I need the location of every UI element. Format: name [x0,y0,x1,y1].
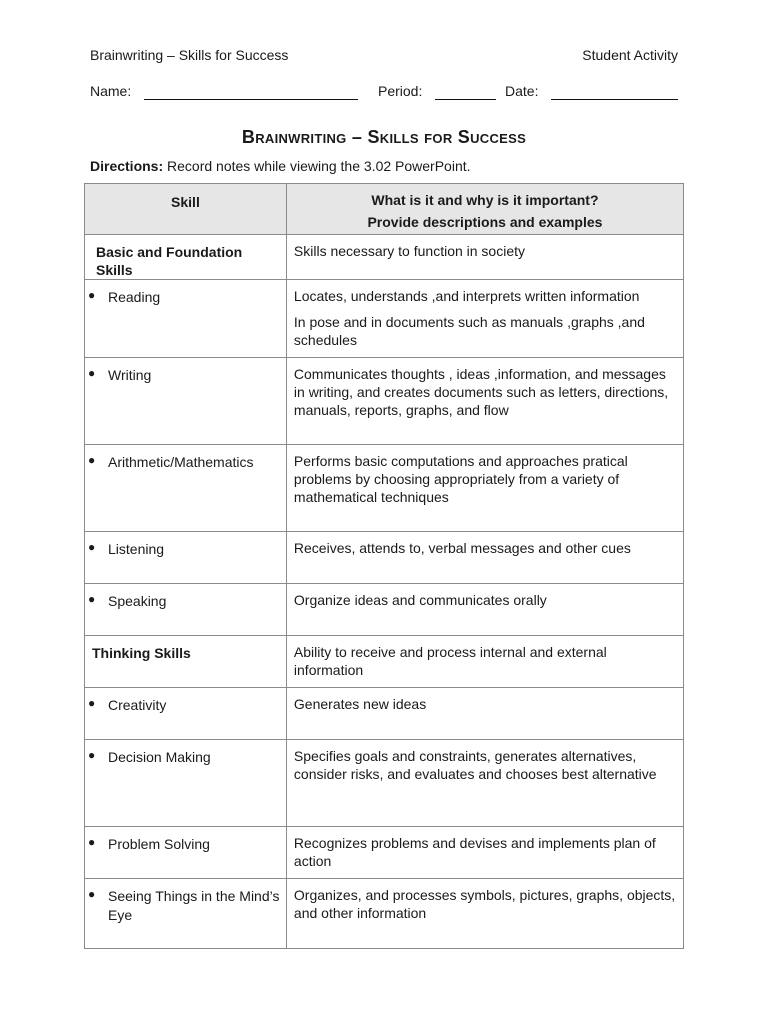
description-text: Organize ideas and communicates orally [293,592,547,608]
date-field[interactable] [551,83,678,100]
description-cell[interactable] [286,235,683,280]
table-row [85,688,684,740]
skill-cell [85,280,287,358]
table-row [85,532,684,584]
skill-label: Creativity [108,697,167,713]
skill-cell [85,827,287,879]
skill-label: Writing [108,367,152,383]
description-text: Skills necessary to function in society [293,243,526,259]
name-field[interactable] [144,83,358,100]
table-row [85,636,684,688]
description-text: Organizes, and processes symbols, pictures, graphs, objects, and other information [293,887,676,921]
page-title: Brainwriting – Skills for Success [241,127,527,147]
description-cell[interactable] [286,636,683,688]
header-desc-line1: What is it and why is it important? [371,192,599,208]
description-text: Recognizes problems and devises and implements plan of action [293,835,656,869]
bullet-icon: ● [88,366,96,380]
description-cell[interactable] [286,879,683,949]
description-text: Generates new ideas [293,696,427,712]
skill-cell [85,879,287,949]
skill-label: Problem Solving [108,836,210,852]
description-cell[interactable] [286,358,683,445]
skill-label: Reading [108,289,161,305]
skill-label: Listening [108,541,165,557]
description-cell[interactable] [286,827,683,879]
directions-label: Directions: [90,158,164,174]
description-cell[interactable] [286,532,683,584]
description-cell[interactable] [286,445,683,532]
description-cell[interactable] [286,740,683,827]
bullet-icon: ● [88,288,96,302]
bullet-icon: ● [88,540,96,554]
skills-table [84,183,684,949]
bullet-icon: ● [88,696,96,710]
bullet-icon: ● [88,835,96,849]
category-label: Basic and Foundation Skills [96,244,243,278]
table-row [85,740,684,827]
header-skill: Skill [85,184,287,235]
name-label: Name: [90,83,132,99]
description-text: Receives, attends to, verbal messages and other cues [293,540,631,556]
description-text: Performs basic computations and approaches pratical problems by choosing appropriately from a variety of mathematical techniques [293,453,628,505]
period-label: Period: [378,83,423,99]
bullet-icon: ● [88,887,96,901]
description-cell[interactable] [286,688,683,740]
category-label: Thinking Skills [92,645,191,661]
skill-cell [85,445,287,532]
bullet-icon: ● [88,592,96,606]
table-header-row [85,184,684,235]
header-right: Student Activity [582,47,678,63]
skill-cell [85,688,287,740]
table-row [85,879,684,949]
bullet-icon: ● [88,748,96,762]
description-text: Ability to receive and process internal and external information [293,644,607,678]
period-field[interactable] [435,83,496,100]
description-text-2: In pose and in documents such as manuals ,graphs ,and schedules [293,314,645,348]
skill-cell [85,235,287,280]
description-text: Locates, understands ,and interprets written information [293,288,640,304]
description-text: Specifies goals and constraints, generates alternatives, consider risks, and evaluates and chooses best alternative [293,748,657,782]
description-cell[interactable] [286,280,683,358]
table-row [85,827,684,879]
header-left: Brainwriting – Skills for Success [90,47,289,63]
description-text: Communicates thoughts , ideas ,information, and messages in writing, and creates documents such as letters, directions, manuals, reports, graphs, and flow [293,366,669,418]
table-row [85,445,684,532]
skill-label: Seeing Things in the Mind’s Eye [108,888,280,923]
date-label: Date: [505,83,539,99]
header-desc-line2: Provide descriptions and examples [367,214,603,230]
skill-cell [85,740,287,827]
table-row [85,280,684,358]
header-description [286,184,683,235]
skill-label: Arithmetic/Mathematics [108,454,254,470]
student-info-row [90,83,678,103]
skill-cell [85,532,287,584]
table-row [85,358,684,445]
description-cell[interactable] [286,584,683,636]
directions-text: Record notes while viewing the 3.02 PowerPoint. [167,158,471,174]
directions [90,158,471,174]
skill-label: Speaking [108,593,167,609]
table-row [85,235,684,280]
bullet-icon: ● [88,453,96,467]
skill-label: Decision Making [108,749,211,765]
skill-cell [85,636,287,688]
table-row [85,584,684,636]
skill-cell [85,584,287,636]
skill-cell [85,358,287,445]
